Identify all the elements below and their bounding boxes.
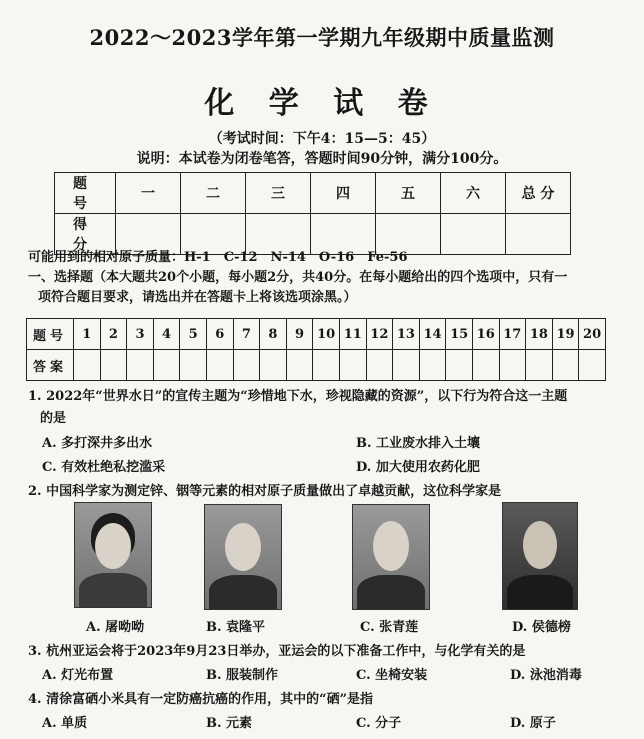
answer-number-cell: 13 bbox=[393, 319, 420, 350]
question-4-option-b: B. 元素 bbox=[206, 716, 253, 731]
answer-box[interactable] bbox=[180, 350, 207, 381]
section1-instructions bbox=[28, 268, 640, 308]
score-table bbox=[54, 172, 571, 255]
question-2-option-b: B. 袁隆平 bbox=[206, 620, 266, 635]
answer-box[interactable] bbox=[499, 350, 526, 381]
answer-box-row bbox=[27, 350, 606, 381]
score-cell: 五 bbox=[376, 173, 441, 214]
score-cell: 三 bbox=[246, 173, 311, 214]
answer-box[interactable] bbox=[286, 350, 313, 381]
score-cell bbox=[441, 214, 506, 255]
exam-time: （考试时间：下午4：15—5：45） bbox=[208, 131, 436, 147]
question-2-stem: 2. 中国科学家为测定锌、铟等元素的相对原子质量做出了卓越贡献，这位科学家是 bbox=[28, 484, 502, 499]
answer-box[interactable] bbox=[366, 350, 393, 381]
answer-box[interactable] bbox=[206, 350, 233, 381]
answer-number-cell: 5 bbox=[180, 319, 207, 350]
exam-title: 2022～2023学年第一学期九年级期中质量监测 bbox=[89, 25, 555, 50]
score-cell: 一 bbox=[116, 173, 181, 214]
score-cell: 四 bbox=[311, 173, 376, 214]
portrait-tu-youyou bbox=[74, 502, 152, 608]
question-1-option-a: A. 多打深井多出水 bbox=[42, 436, 153, 451]
answer-box[interactable] bbox=[260, 350, 287, 381]
subject-title: 化 学 试 卷 bbox=[204, 86, 440, 121]
answer-number-cell: 14 bbox=[419, 319, 446, 350]
answer-number-cell: 2 bbox=[100, 319, 127, 350]
question-1-option-b: B. 工业废水排入土壤 bbox=[356, 436, 481, 451]
question-4-option-c: C. 分子 bbox=[356, 716, 402, 731]
answer-box[interactable] bbox=[339, 350, 366, 381]
question-4-option-d: D. 原子 bbox=[510, 716, 556, 731]
answer-number-cell: 1 bbox=[74, 319, 101, 350]
answer-box[interactable] bbox=[393, 350, 420, 381]
answer-number-cell: 17 bbox=[499, 319, 526, 350]
answer-number-cell: 15 bbox=[446, 319, 473, 350]
portrait-hou-debang bbox=[502, 502, 578, 610]
answer-box[interactable] bbox=[526, 350, 553, 381]
question-3-stem: 3. 杭州亚运会将于2023年9月23日举办，亚运会的以下准备工作中，与化学有关的是 bbox=[28, 644, 526, 659]
question-3-option-a: A. 灯光布置 bbox=[42, 668, 114, 683]
answer-number-cell: 10 bbox=[313, 319, 340, 350]
answer-number-cell: 18 bbox=[526, 319, 553, 350]
answer-number-cell: 6 bbox=[206, 319, 233, 350]
score-cell bbox=[506, 214, 571, 255]
score-cell: 六 bbox=[441, 173, 506, 214]
answer-number-cell: 11 bbox=[339, 319, 366, 350]
answer-box[interactable] bbox=[419, 350, 446, 381]
answer-number-cell: 12 bbox=[366, 319, 393, 350]
score-cell: 得 分 bbox=[55, 214, 116, 255]
answer-number-cell: 19 bbox=[552, 319, 579, 350]
question-4-option-a: A. 单质 bbox=[42, 716, 88, 731]
score-cell: 总 分 bbox=[506, 173, 571, 214]
exam-note: 说明：本试卷为闭卷笔答，答题时间90分钟，满分100分。 bbox=[136, 151, 508, 167]
answer-label: 答案 bbox=[27, 350, 74, 381]
answer-number-cell: 3 bbox=[127, 319, 154, 350]
answer-number-cell: 16 bbox=[472, 319, 499, 350]
answer-box[interactable] bbox=[446, 350, 473, 381]
portrait-zhang-qinglian bbox=[352, 504, 430, 610]
answer-table bbox=[26, 318, 606, 381]
answer-box[interactable] bbox=[127, 350, 154, 381]
section1-title-line2: 项符合题目要求，请选出并在答题卡上将该选项涂黑。） bbox=[38, 290, 357, 305]
answer-number-cell: 7 bbox=[233, 319, 260, 350]
answer-box[interactable] bbox=[579, 350, 606, 381]
question-3-option-b: B. 服装制作 bbox=[206, 668, 279, 683]
score-cell: 题 号 bbox=[55, 173, 116, 214]
answer-box[interactable] bbox=[552, 350, 579, 381]
answer-box[interactable] bbox=[472, 350, 499, 381]
answer-box[interactable] bbox=[74, 350, 101, 381]
question-2-option-d: D. 侯德榜 bbox=[512, 620, 571, 635]
answer-number-cell: 4 bbox=[153, 319, 180, 350]
section1-title: 一、选择题（本大题共20个小题，每小题2分，共40分。在每小题给出的四个选项中，只有一 bbox=[28, 270, 568, 285]
answer-number-cell: 8 bbox=[260, 319, 287, 350]
answer-number-cell: 9 bbox=[286, 319, 313, 350]
answer-number-row bbox=[27, 319, 606, 350]
answer-header: 题号 bbox=[27, 319, 74, 350]
question-1-stem: 1. 2022年“世界水日”的宣传主题为“珍惜地下水，珍视隐藏的资源”，以下行为符合这一主题 bbox=[28, 389, 568, 404]
question-3-option-c: C. 坐椅安装 bbox=[356, 668, 428, 683]
answer-box[interactable] bbox=[100, 350, 127, 381]
answer-box[interactable] bbox=[313, 350, 340, 381]
atomic-masses: 可能用到的相对原子质量：H-1 C-12 N-14 O-16 Fe-56 bbox=[28, 250, 408, 265]
question-2-option-a: A. 屠呦呦 bbox=[86, 620, 145, 635]
question-4-stem: 4. 清徐富硒小米具有一定防癌抗癌的作用，其中的“硒”是指 bbox=[28, 692, 374, 707]
question-3-option-d: D. 泳池消毒 bbox=[510, 668, 582, 683]
question-1-option-d: D. 加大使用农药化肥 bbox=[356, 460, 480, 475]
answer-box[interactable] bbox=[153, 350, 180, 381]
score-cell: 二 bbox=[181, 173, 246, 214]
question-1-stem-line2: 的是 bbox=[40, 411, 67, 426]
question-1-option-c: C. 有效杜绝私挖滥采 bbox=[42, 460, 166, 475]
answer-box[interactable] bbox=[233, 350, 260, 381]
answer-number-cell: 20 bbox=[579, 319, 606, 350]
portrait-yuan-longping bbox=[204, 504, 282, 610]
score-table-header-row bbox=[55, 173, 571, 214]
question-2-option-c: C. 张青莲 bbox=[360, 620, 419, 635]
